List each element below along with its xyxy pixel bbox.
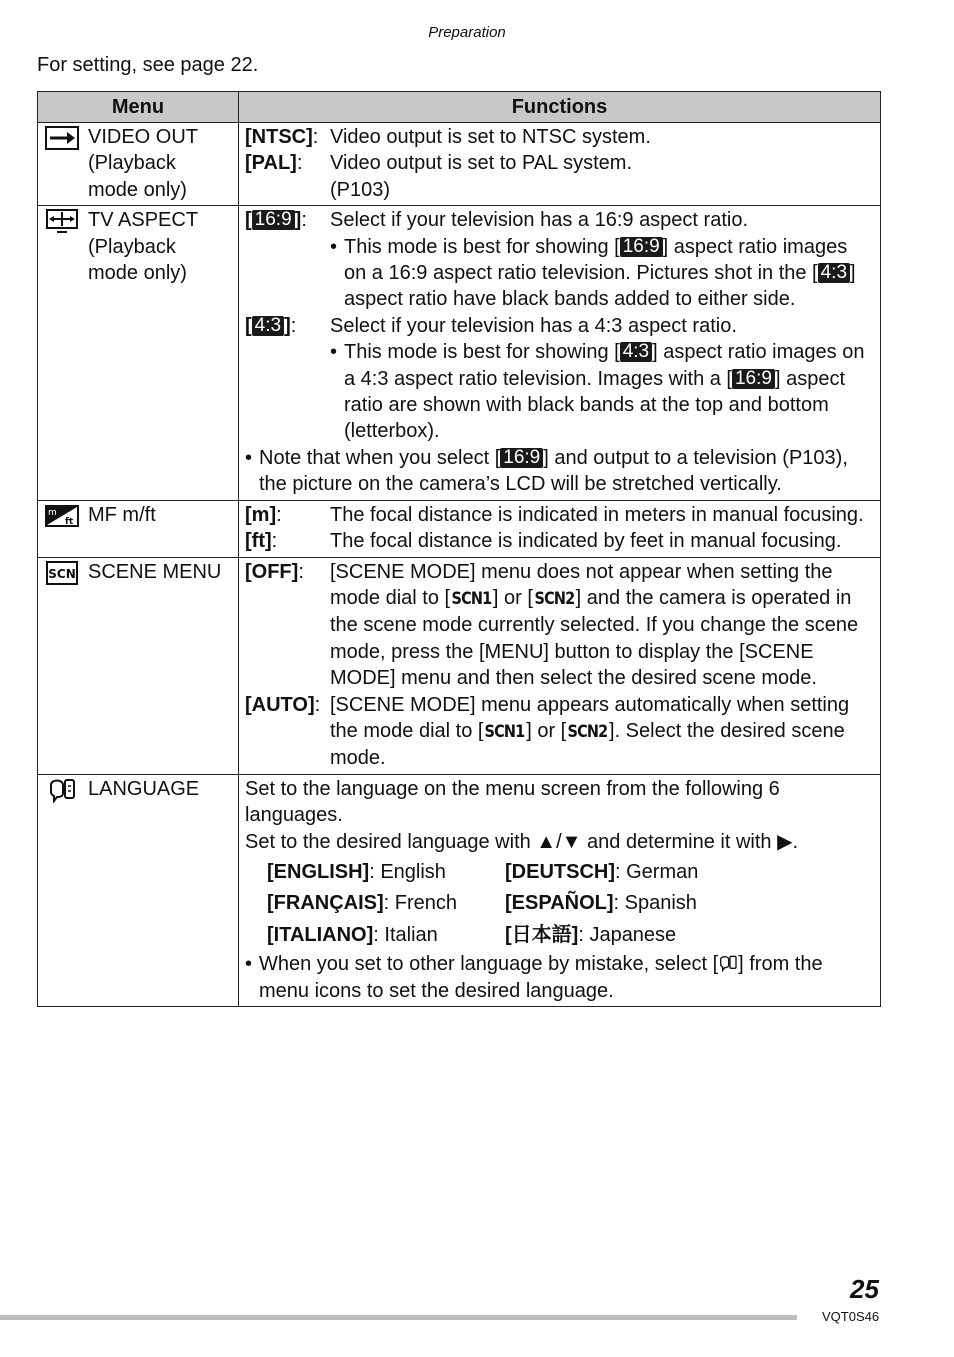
language-description: Set to the language on the menu screen from the following 6 languages. (245, 777, 780, 827)
document-code: VQT0S46 (822, 1309, 880, 1324)
scn2-mode-icon: SCN2 (567, 721, 608, 742)
menu-name-note: (Playback (88, 235, 176, 258)
section-title: Preparation (428, 24, 506, 41)
aspect-16-9-tag: 16:9 (732, 369, 775, 389)
menu-cell (38, 774, 239, 1007)
language-icon (44, 777, 80, 803)
table-row (38, 206, 881, 500)
option-key: [ft] (245, 530, 272, 553)
table-row (38, 500, 881, 557)
language-instruction: Set to the desired language with ▲/▼ and determine it with ▶. (245, 830, 799, 853)
mf-icon (44, 503, 80, 529)
option-text: Video output is set to NTSC system. (330, 126, 651, 148)
menu-name: SCENE MENU (88, 560, 222, 583)
option-key: [NTSC] (245, 126, 313, 148)
scn1-mode-icon: SCN1 (484, 721, 525, 742)
option-key: [PAL] (245, 152, 297, 175)
note: • When you set to other language by mistake, select [ ] from the menu icons to set the desired language. (245, 953, 823, 1002)
functions-cell: [OFF]: [SCENE MODE] menu does not appear when setting the mode dial to [SCN1] or [SCN2] and the camera is operated in the scene mode currently selected. If you change the scene mode, press the [MENU] button to display the [SCENE MODE] menu and then select the desired scene mode. [AUTO]: [SCENE MODE] menu appears automatically when setting the mode dial to [SCN1] or [SCN2]. Select the desired scene mode. (239, 557, 881, 774)
functions-cell (239, 774, 881, 1007)
svg-text:m: m (48, 507, 57, 518)
menu-name-note: mode only) (88, 262, 187, 285)
aspect-4-3-tag: 4:3 (620, 342, 652, 362)
settings-table (37, 91, 881, 1007)
language-option: [DEUTSCH]: German (505, 860, 699, 883)
tv-aspect-icon (44, 208, 80, 234)
table-row (38, 774, 881, 1007)
aspect-16-9-tag: 16:9 (252, 210, 295, 230)
language-option: [ENGLISH]: English (267, 860, 446, 883)
language-option: [ITALIANO]: Italian (267, 923, 438, 946)
option-text: The focal distance is indicated in meters in manual focusing. (330, 503, 864, 526)
menu-name-note: mode only) (88, 178, 187, 201)
functions-cell: [NTSC]: Video output is set to NTSC system. [PAL]: Video output is set to PAL system. (P103) (239, 123, 881, 206)
footer-bar (0, 1315, 797, 1320)
functions-cell: [m]: The focal distance is indicated in meters in manual focusing. [ft]: The focal distance is indicated by feet in manual focusing. (239, 500, 881, 557)
aspect-4-3-tag: 4:3 (818, 263, 850, 283)
scn2-mode-icon: SCN2 (534, 588, 575, 609)
language-options (267, 857, 874, 952)
table-row (38, 557, 881, 774)
language-option: [FRANÇAIS]: French (267, 892, 458, 915)
option-text: Video output is set to PAL system. (330, 152, 633, 175)
intro-text: For setting, see page 22. (37, 54, 259, 76)
option-key: [m] (245, 503, 277, 526)
language-option: [ESPAÑOL]: Spanish (505, 892, 697, 915)
aspect-4-3-tag: 4:3 (252, 316, 284, 336)
language-option: [日本語]: Japanese (505, 923, 677, 946)
functions-cell: [ 16:9 ]: Select if your television has a 16:9 aspect ratio. • This mode is best for showing [ 16:9 ] aspect ratio images on a 16:9 aspect ratio television. Pictures shot in the [ 4:3 ] aspect ratio have black bands added to either side. [ 4:3 ]: Select if your television has a 4:3 aspect ratio. • This mode is best for showing [ 4:3 ] aspect ratio images on a 4:3 aspect ratio television. Images with a [ 16:9 ] aspect ratio are shown with black bands at the top and bottom (letterbox). • Note that when you select [ 16:9 ] and output to a television (P103), the picture on the camera’s LCD will be stretched vertically. (239, 206, 881, 500)
option-key: [AUTO] (245, 693, 315, 716)
page-ref: (P103) (330, 178, 391, 201)
note: • Note that when you select [ 16:9 ] and output to a television (P103), the picture on the camera’s LCD will be stretched vertically. (245, 446, 848, 496)
language-icon (718, 953, 738, 973)
table-row (38, 123, 881, 206)
aspect-16-9-tag: 16:9 (500, 448, 543, 468)
header-menu: Menu (38, 92, 239, 123)
option-key: [OFF] (245, 560, 299, 583)
video-out-icon (44, 125, 80, 151)
menu-cell (38, 557, 239, 774)
page-number: 25 (850, 1274, 879, 1304)
option-text: Select if your television has a 16:9 aspect ratio. (330, 209, 749, 232)
svg-text:ft: ft (65, 516, 74, 527)
aspect-16-9-tag: 16:9 (620, 237, 663, 257)
svg-text:SCN: SCN (48, 566, 76, 581)
menu-cell (38, 123, 239, 206)
table-header-row (38, 92, 881, 123)
menu-name-note: (Playback (88, 152, 176, 175)
menu-cell (38, 500, 239, 557)
menu-name: VIDEO OUT (88, 126, 199, 148)
menu-name: LANGUAGE (88, 777, 200, 800)
option-text: Select if your television has a 4:3 aspect ratio. (330, 314, 737, 337)
scn-icon (44, 560, 80, 586)
menu-cell (38, 206, 239, 500)
option-text: The focal distance is indicated by feet in manual focusing. (330, 530, 842, 553)
header-functions: Functions (239, 92, 881, 123)
scn1-mode-icon: SCN1 (451, 588, 492, 609)
menu-name: MF m/ft (88, 503, 156, 526)
menu-name: TV ASPECT (88, 209, 199, 232)
